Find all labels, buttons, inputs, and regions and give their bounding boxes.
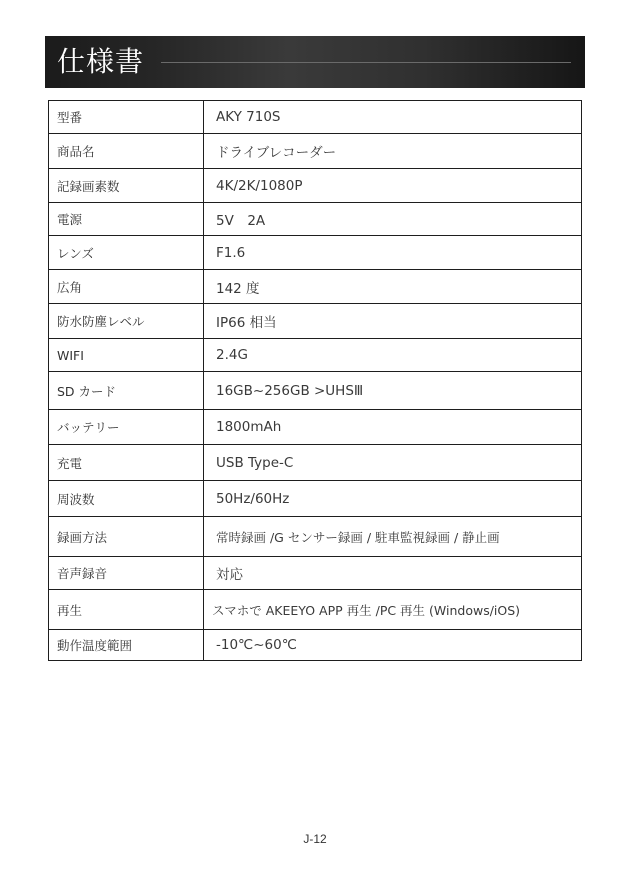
spec-label: 商品名 (49, 134, 204, 169)
spec-value: -10℃~60℃ (204, 630, 582, 661)
spec-label: 録画方法 (49, 517, 204, 557)
spec-label: 記録画素数 (49, 169, 204, 203)
title-banner (45, 36, 585, 88)
title-decorative-line (161, 62, 571, 63)
spec-label: 充電 (49, 445, 204, 481)
spec-row-charging (49, 445, 582, 481)
spec-row-product-name (49, 134, 582, 169)
spec-value: スマホで AKEEYO APP 再生 /PC 再生 (Windows/iOS) (204, 590, 582, 630)
spec-label: 防水防塵レベル (49, 304, 204, 339)
spec-row-waterproof (49, 304, 582, 339)
spec-table (48, 100, 582, 661)
spec-value: 50Hz/60Hz (204, 481, 582, 517)
spec-value: USB Type-C (204, 445, 582, 481)
spec-row-wide-angle (49, 270, 582, 304)
spec-value: 16GB~256GB >UHSⅢ (204, 372, 582, 410)
page-title: 仕様書 (57, 45, 145, 78)
spec-label: 音声録音 (49, 557, 204, 590)
spec-row-power (49, 203, 582, 236)
spec-row-audio (49, 557, 582, 590)
spec-row-sd-card (49, 372, 582, 410)
spec-value: IP66 相当 (204, 304, 582, 339)
spec-value: ドライブレコーダー (204, 134, 582, 169)
spec-value: 2.4G (204, 339, 582, 372)
spec-row-frequency (49, 481, 582, 517)
spec-row-operating-temperature (49, 630, 582, 661)
spec-row-recording-mode (49, 517, 582, 557)
spec-label: 広角 (49, 270, 204, 304)
spec-value: 5V 2A (204, 203, 582, 236)
spec-label: バッテリー (49, 410, 204, 445)
spec-value: 1800mAh (204, 410, 582, 445)
spec-label: 再生 (49, 590, 204, 630)
spec-row-wifi (49, 339, 582, 372)
spec-label: 型番 (49, 101, 204, 134)
spec-label: WIFI (49, 339, 204, 372)
spec-row-resolution (49, 169, 582, 203)
spec-label: 電源 (49, 203, 204, 236)
spec-row-model (49, 101, 582, 134)
spec-value: 142 度 (204, 270, 582, 304)
spec-value: AKY 710S (204, 101, 582, 134)
spec-row-lens (49, 236, 582, 270)
spec-value: 4K/2K/1080P (204, 169, 582, 203)
spec-row-playback (49, 590, 582, 630)
spec-label: 動作温度範囲 (49, 630, 204, 661)
page-number: J-12 (303, 832, 327, 846)
spec-value: 対応 (204, 557, 582, 590)
spec-label: レンズ (49, 236, 204, 270)
spec-value: F1.6 (204, 236, 582, 270)
spec-label: SD カード (49, 372, 204, 410)
spec-label: 周波数 (49, 481, 204, 517)
spec-row-battery (49, 410, 582, 445)
spec-value: 常時録画 /G センサー録画 / 駐車監視録画 / 静止画 (204, 517, 582, 557)
